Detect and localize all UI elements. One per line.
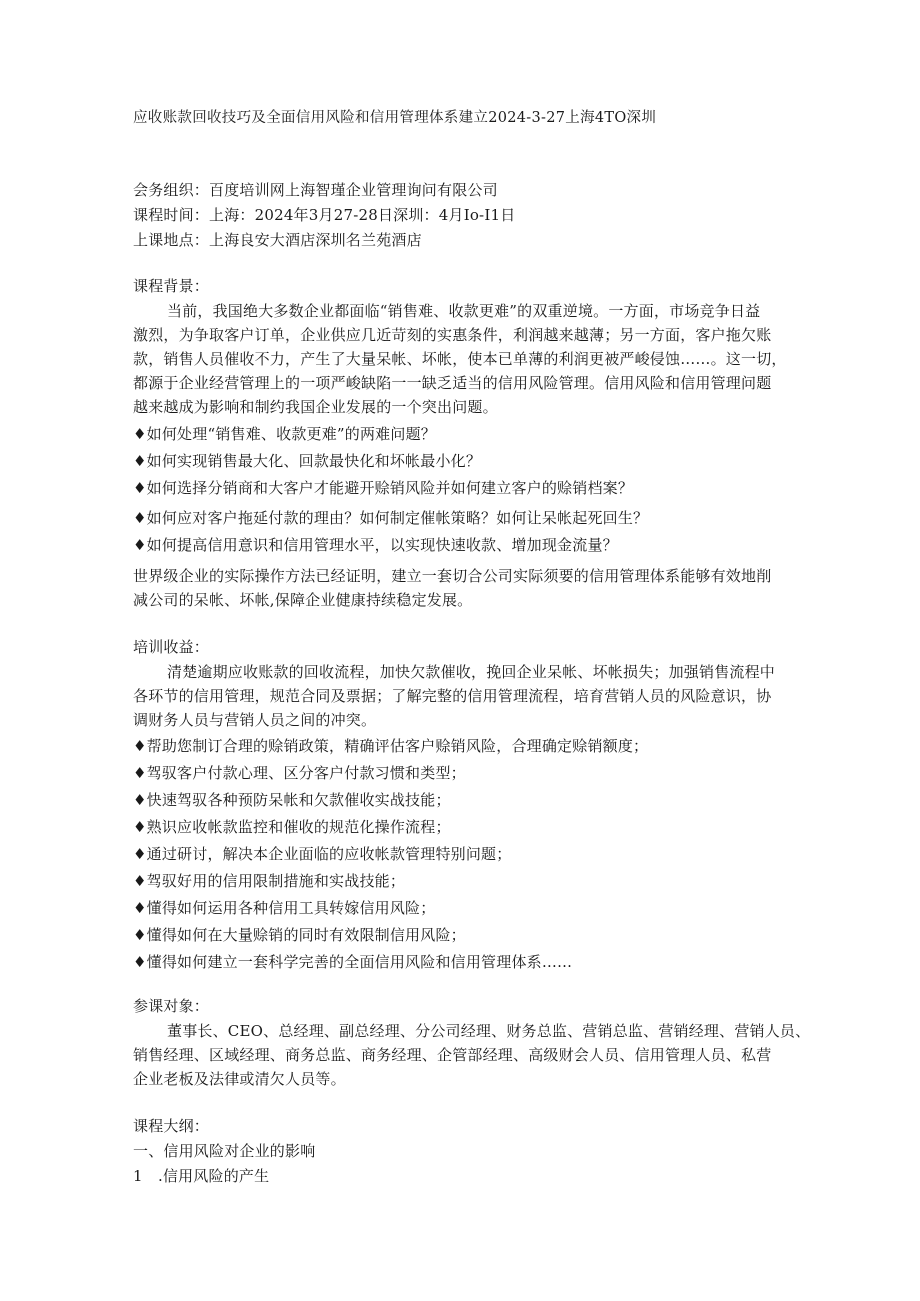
outline-heading: 课程大纲：: [133, 1117, 210, 1135]
background-para-line: 当前，我国绝大多数企业都面临“销售难、收款更难”的双重逆境。一方面，市场竞争日益: [167, 302, 761, 320]
audience-para-line: 企业老板及法律或清欠人员等。: [133, 1070, 346, 1088]
outline-item-1: 1 .信用风险的产生: [133, 1167, 270, 1185]
outline-section-1: 一、信用风险对企业的影响: [133, 1142, 316, 1160]
background-bullet: ♦如何实现销售最大化、回款最快化和坏帐最小化？: [133, 452, 482, 470]
background-conclusion-line: 世界级企业的实际操作方法已经证明，建立一套切合公司实际须要的信用管理体系能够有效地削: [133, 567, 772, 585]
background-bullet: ♦如何提高信用意识和信用管理水平，以实现快速收款、增加现金流量？: [133, 536, 618, 554]
background-bullet: ♦如何应对客户拖延付款的理由？如何制定催帐策略？如何让呆帐起死回生？: [133, 509, 649, 527]
audience-para-line: 销售经理、区域经理、商务总监、商务经理、企管部经理、高级财会人员、信用管理人员、私营: [133, 1046, 772, 1064]
background-conclusion-line: 减公司的呆帐、坏帐,保障企业健康持续稳定发展。: [133, 591, 473, 609]
benefits-bullet: ♦懂得如何在大量赊销的同时有效限制信用风险；: [133, 926, 466, 944]
background-para-line: 激烈，为争取客户订单，企业供应几近苛刻的实惠条件，利润越来越薄；另一方面，客户拖欠账: [133, 326, 772, 344]
background-para-line: 款，销售人员催收不力，产生了大量呆帐、坏帐，使本已单薄的利润更被严峻侵蚀……。这一切，: [133, 350, 787, 368]
info-location: 上课地点：上海良安大酒店深圳名兰苑酒店: [133, 231, 422, 249]
background-para-line: 都源于企业经营管理上的一项严峻缺陷一一缺乏适当的信用风险管理。信用风险和信用管理问题: [133, 374, 772, 392]
audience-para-line: 董事长、CEO、总经理、副总经理、分公司经理、财务总监、营销总监、营销经理、营销人员、: [167, 1022, 811, 1040]
benefits-bullet: ♦懂得如何建立一套科学完善的全面信用风险和信用管理体系……: [133, 953, 573, 971]
benefits-bullet: ♦帮助您制订合理的赊销政策，精确评估客户赊销风险，合理确定赊销额度；: [133, 737, 649, 755]
background-bullet: ♦如何处理“销售难、收款更难”的两难问题？: [133, 425, 436, 443]
benefits-bullet: ♦驾驭好用的信用限制措施和实战技能；: [133, 872, 406, 890]
benefits-para-line: 调财务人员与营销人员之间的冲突。: [133, 711, 377, 729]
background-bullet: ♦如何选择分销商和大客户才能避开赊销风险并如何建立客户的赊销档案？: [133, 479, 634, 497]
benefits-bullet: ♦懂得如何运用各种信用工具转嫁信用风险；: [133, 899, 436, 917]
document-title: 应收账款回收技巧及全面信用风险和信用管理体系建立2024-3-27上海4TO深圳: [133, 110, 657, 126]
benefits-para-line: 各环节的信用管理，规范合同及票据；了解完整的信用管理流程，培育营销人员的风险意识，协: [133, 687, 772, 705]
background-heading: 课程背景：: [133, 277, 210, 295]
info-time: 课程时间：上海：2024年3月27-28日深圳：4月Io-I1日: [133, 206, 516, 224]
benefits-para-line: 清楚逾期应收账款的回收流程，加快欠款催收，挽回企业呆帐、坏帐损失；加强销售流程中: [167, 663, 776, 681]
benefits-bullet: ♦快速驾驭各种预防呆帐和欠款催收实战技能；: [133, 791, 451, 809]
benefits-bullet: ♦驾驭客户付款心理、区分客户付款习惯和类型；: [133, 764, 466, 782]
background-para-line: 越来越成为影响和制约我国企业发展的一个突出问题。: [133, 398, 498, 416]
benefits-bullet: ♦通过研讨，解决本企业面临的应收帐款管理特别问题；: [133, 845, 512, 863]
audience-heading: 参课对象：: [133, 997, 210, 1015]
benefits-bullet: ♦熟识应收帐款监控和催收的规范化操作流程；: [133, 818, 451, 836]
info-organizer: 会务组织：百度培训网上海智瑾企业管理询问有限公司: [133, 181, 498, 199]
benefits-heading: 培训收益：: [133, 638, 210, 656]
